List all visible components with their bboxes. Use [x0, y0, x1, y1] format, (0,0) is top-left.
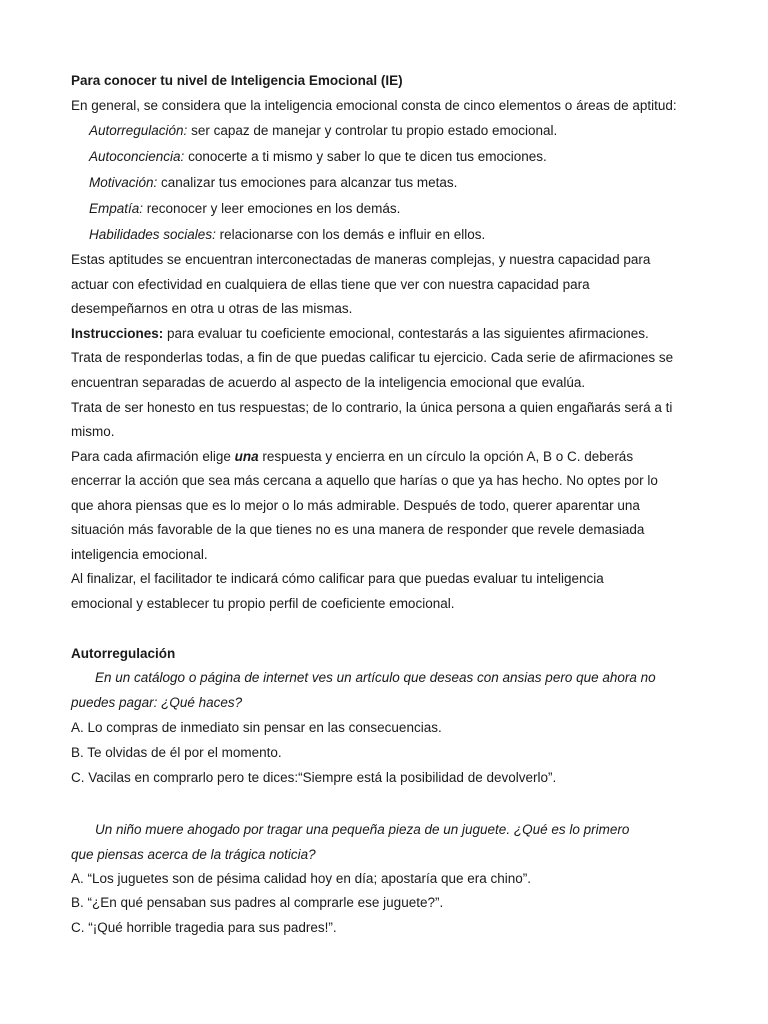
instructions-line: Trata de ser honesto en tus respuestas; de lo contrario, la única persona a quien engañarás será a ti: [71, 400, 673, 415]
instructions-line: Trata de responderlas todas, a fin de que puedas calificar tu ejercicio. Cada serie de afirmaciones se: [71, 350, 674, 365]
instructions-line: situación más favorable de la que tienes no es una manera de responder que revele demasiada: [71, 522, 645, 537]
para-text: respuesta y encierra en un círculo la opción A, B o C. deberás: [258, 449, 634, 464]
element-term: Autorregulación:: [89, 123, 188, 138]
answer-option: A. Lo compras de inmediato sin pensar en las consecuencias.: [71, 720, 442, 735]
instructions-line: inteligencia emocional.: [71, 547, 208, 562]
answer-option: B. “¿En qué pensaban sus padres al comprarle ese juguete?”.: [71, 895, 444, 910]
answer-option: B. Te olvidas de él por el momento.: [71, 745, 282, 760]
aptitudes-line: desempeñarnos en otra u otras de las mismas.: [71, 301, 353, 316]
para-text: Para cada afirmación elige: [71, 449, 235, 464]
element-item: [89, 200, 400, 218]
element-desc: conocerte a ti mismo y saber lo que te dicen tus emociones.: [184, 149, 547, 164]
element-term: Habilidades sociales:: [89, 227, 216, 242]
element-item: [89, 148, 547, 166]
aptitudes-line: Estas aptitudes se encuentran interconectadas de maneras complejas, y nuestra capacidad para: [71, 252, 651, 267]
answer-option: C. Vacilas en comprarlo pero te dices:“Siempre está la posibilidad de devolverlo”.: [71, 770, 557, 785]
question-text: En un catálogo o página de internet ves un artículo que deseas con ansias pero que ahora no: [95, 670, 656, 685]
answer-option: A. “Los juguetes son de pésima calidad hoy en día; apostaría que era chino”.: [71, 871, 532, 886]
instructions-line: [71, 448, 633, 466]
section-heading: Autorregulación: [71, 646, 176, 661]
element-term: Motivación:: [89, 175, 158, 190]
document-title: Para conocer tu nivel de Inteligencia Emocional (IE): [71, 73, 403, 88]
instructions-line: [71, 325, 649, 343]
para-emphasis: una: [234, 449, 259, 464]
aptitudes-line: actuar con efectividad en cualquiera de ellas tiene que ver con nuestra capacidad para: [71, 277, 590, 292]
question-text: puedes pagar: ¿Qué haces?: [71, 695, 243, 710]
element-desc: relacionarse con los demás e influir en ellos.: [215, 227, 486, 242]
element-desc: reconocer y leer emociones en los demás.: [143, 201, 401, 216]
intro-text: En general, se considera que la inteligencia emocional consta de cinco elementos o áreas de aptitud:: [71, 98, 677, 113]
element-item: [89, 122, 557, 140]
element-term: Empatía:: [89, 201, 144, 216]
element-desc: ser capaz de manejar y controlar tu propio estado emocional.: [187, 123, 558, 138]
instructions-line: emocional y establecer tu propio perfil de coeficiente emocional.: [71, 596, 455, 611]
element-term: Autoconciencia:: [89, 149, 185, 164]
element-item: [89, 174, 457, 192]
element-desc: canalizar tus emociones para alcanzar tus metas.: [157, 175, 458, 190]
instructions-line: mismo.: [71, 424, 115, 439]
instructions-line: Al finalizar, el facilitador te indicará cómo calificar para que puedas evaluar tu inteligencia: [71, 571, 604, 586]
answer-option: C. “¡Qué horrible tragedia para sus padres!”.: [71, 920, 337, 935]
instructions-label: Instrucciones:: [71, 326, 164, 341]
question-text: que piensas acerca de la trágica noticia?: [71, 847, 316, 862]
instructions-line: que ahora piensas que es lo mejor o lo más admirable. Después de todo, querer aparentar una: [71, 498, 640, 513]
instructions-line: encuentran separadas de acuerdo al aspecto de la inteligencia emocional que evalúa.: [71, 375, 586, 390]
element-item: [89, 226, 485, 244]
instructions-text: para evaluar tu coeficiente emocional, contestarás a las siguientes afirmaciones.: [163, 326, 649, 341]
question-text: Un niño muere ahogado por tragar una pequeña pieza de un juguete. ¿Qué es lo primero: [95, 822, 630, 837]
instructions-line: encerrar la acción que sea más cercana a aquello que harías o que ya has hecho. No optes por lo: [71, 473, 658, 488]
